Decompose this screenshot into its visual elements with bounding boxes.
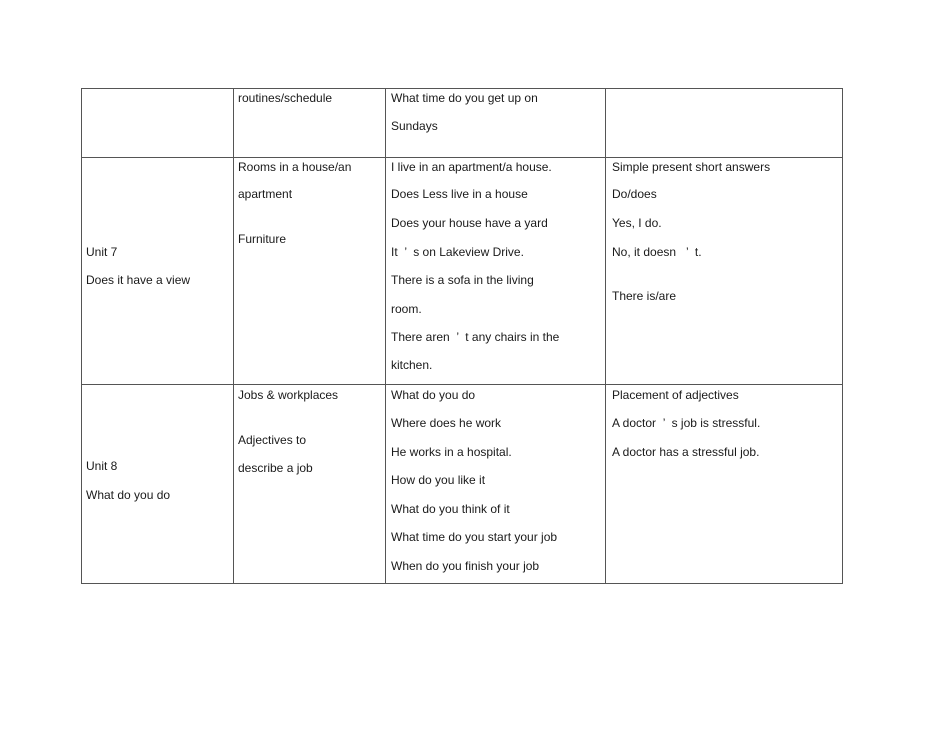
- unit8-title: Unit 8: [86, 459, 118, 473]
- unit7-grammar-line: Simple present short answers: [612, 160, 771, 174]
- unit8-phrase-line: Where does he work: [391, 416, 502, 430]
- unit7-phrase-line: There aren ’ t any chairs in the: [391, 330, 560, 344]
- unit7-topic-line: Furniture: [238, 232, 287, 246]
- unit8-phrase-line: He works in a hospital.: [391, 445, 512, 459]
- row1-phrase-line: Sundays: [391, 119, 438, 133]
- unit8-subtitle: What do you do: [86, 488, 171, 502]
- unit8-phrase-line: When do you finish your job: [391, 559, 540, 573]
- unit8-phrase-line: What do you do: [391, 388, 476, 402]
- unit8-phrase-line: What time do you start your job: [391, 530, 558, 544]
- unit7-phrase-line: kitchen.: [391, 358, 433, 372]
- unit8-grammar-line: A doctor has a stressful job.: [612, 445, 760, 459]
- unit7-phrase-line: It ’ s on Lakeview Drive.: [391, 245, 524, 259]
- unit8-phrase-line: What do you think of it: [391, 502, 510, 516]
- unit8-grammar-line: Placement of adjectives: [612, 388, 739, 402]
- unit8-topic-line: Adjectives to: [238, 433, 307, 447]
- unit7-topic-line: apartment: [238, 187, 293, 201]
- unit7-phrase-line: I live in an apartment/a house.: [391, 160, 552, 174]
- unit7-grammar-line: No, it doesn ’ t.: [612, 245, 702, 259]
- unit8-phrase-line: How do you like it: [391, 473, 486, 487]
- unit7-phrase-line: room.: [391, 302, 422, 316]
- unit7-title: Unit 7: [86, 245, 118, 259]
- unit7-grammar-line: There is/are: [612, 289, 677, 303]
- unit8-topic-line: Jobs & workplaces: [238, 388, 339, 402]
- unit7-subtitle: Does it have a view: [86, 273, 191, 287]
- unit7-grammar-line: Yes, I do.: [612, 216, 662, 230]
- unit7-phrase-line: Does your house have a yard: [391, 216, 548, 230]
- row1-topic-line: routines/schedule: [238, 91, 333, 105]
- row1-phrase-line: What time do you get up on: [391, 91, 538, 105]
- unit7-phrase-line: There is a sofa in the living: [391, 273, 534, 287]
- unit7-phrase-line: Does Less live in a house: [391, 187, 528, 201]
- unit8-grammar-line: A doctor ’ s job is stressful.: [612, 416, 761, 430]
- unit7-grammar-line: Do/does: [612, 187, 657, 201]
- unit8-topic-line: describe a job: [238, 461, 313, 475]
- unit7-topic-line: Rooms in a house/an: [238, 160, 352, 174]
